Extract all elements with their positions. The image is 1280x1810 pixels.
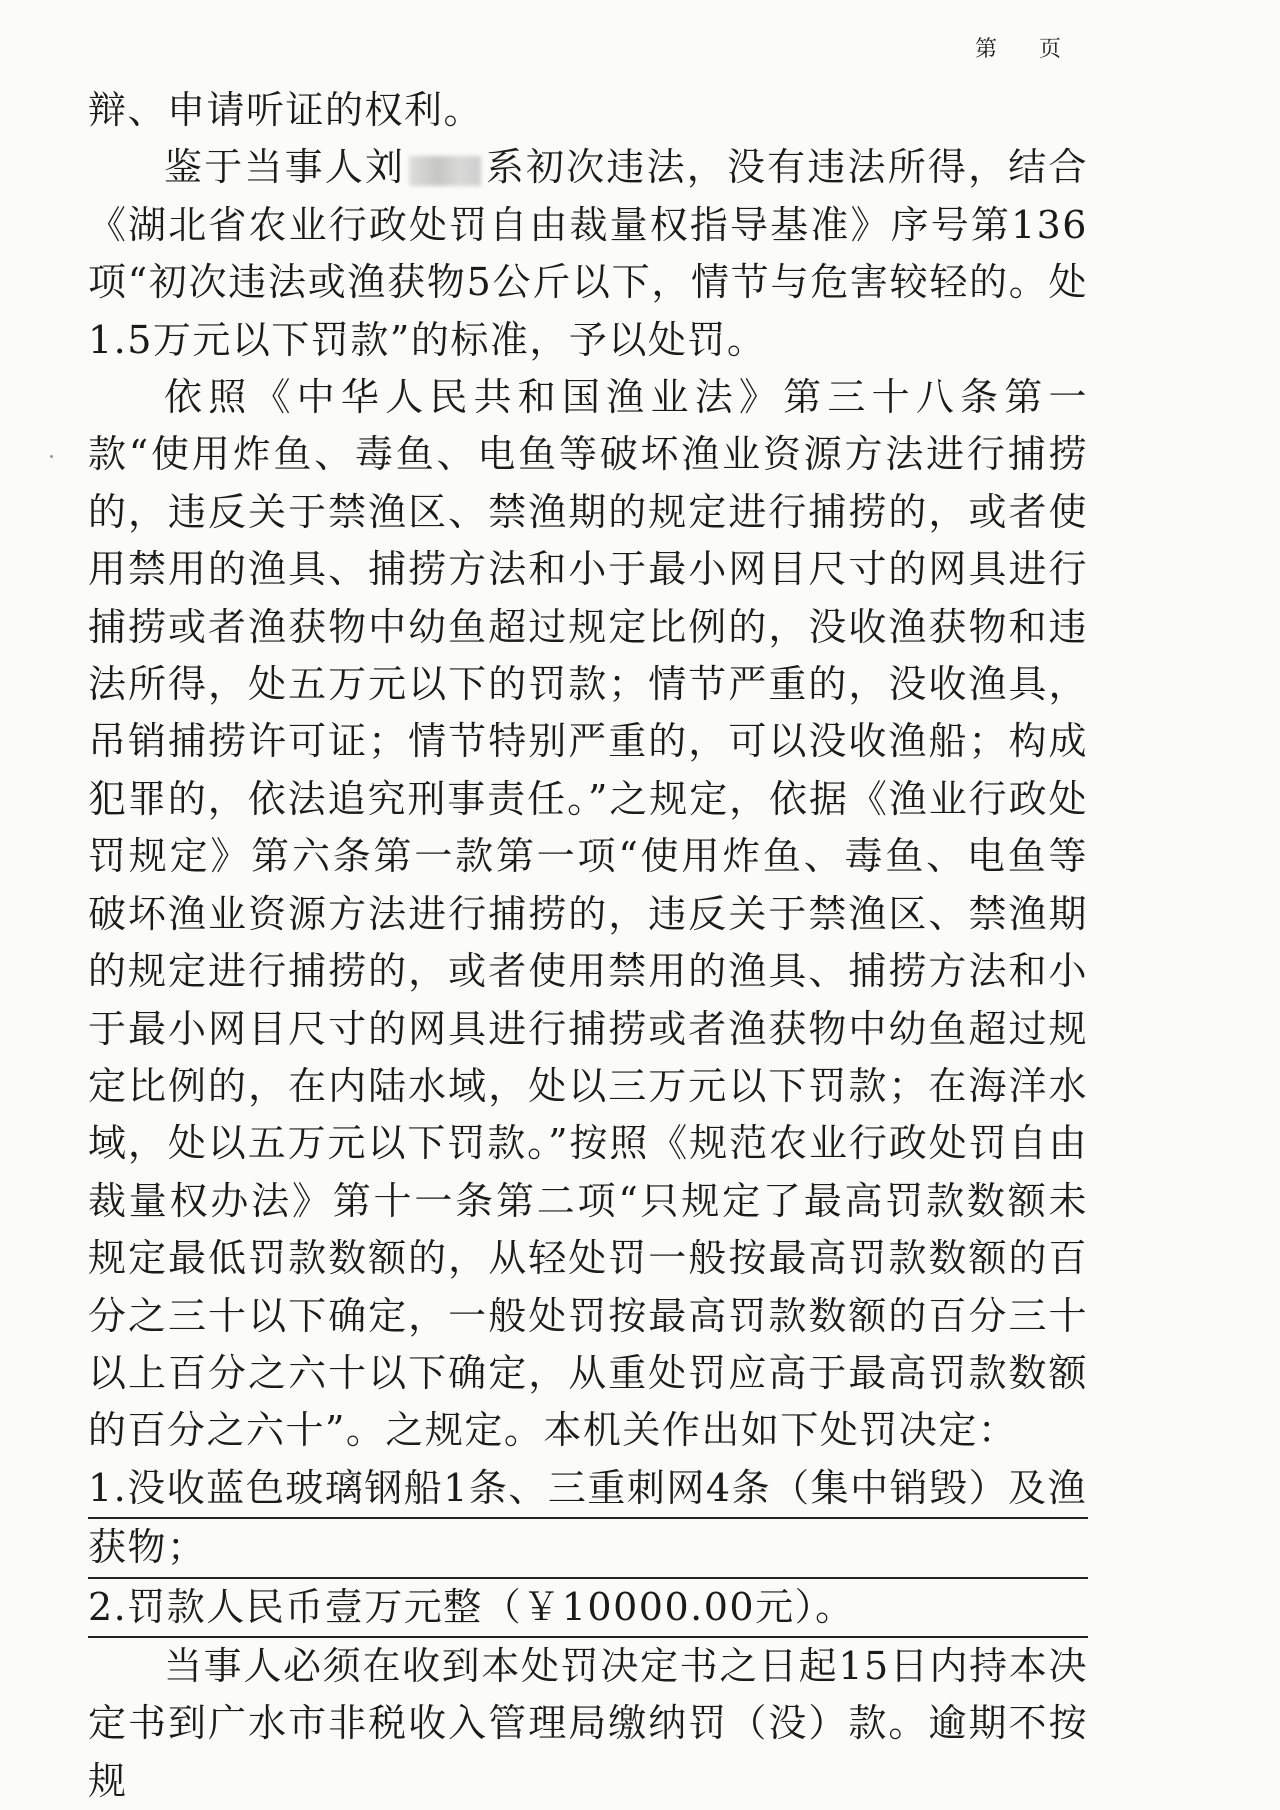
- paragraph-first-offense: [88, 139, 1088, 369]
- paragraph-rights: 辩、申请听证的权利。: [88, 88, 484, 132]
- decision-item-2-line: 2.罚款人民币壹万元整（￥10000.00元）。: [88, 1579, 1088, 1638]
- paragraph-legal-basis: 依照《中华人民共和国渔业法》第三十八条第一款“使用炸鱼、毒鱼、电鱼等破坏渔业资源方法进行捕捞的，违反关于禁渔区、禁渔期的规定进行捕捞的，或者使用禁用的渔具、捕捞方法和小于最小网目尺寸的网具进行捕捞或者渔获物中幼鱼超过规定比例的，没收渔获物和违法所得，处五万元以下的罚款；情节严重的，没收渔具，吊销捕捞许可证；情节特别严重的，可以没收渔船；构成犯罪的，依法追究刑事责任。”之规定，依据《渔业行政处罚规定》第六条第一款第一项“使用炸鱼、毒鱼、电鱼等破坏渔业资源方法进行捕捞的，违反关于禁渔区、禁渔期的规定进行捕捞的，或者使用禁用的渔具、捕捞方法和小于最小网目尺寸的网具进行捕捞或者渔获物中幼鱼超过规定比例的，在内陆水域，处以三万元以下罚款；在海洋水域，处以五万元以下罚款。”按照《规范农业行政处罚自由裁量权办法》第十一条第二项“只规定了最高罚款数额未规定最低罚款数额的，从轻处罚一般按最高罚款数额的百分之三十以下确定，一般处罚按最高罚款数额的百分三十以上百分之六十以下确定，从重处罚应高于最高罚款数额的百分之六十”。之规定。本机关作出如下处罚决定：: [88, 375, 1088, 1453]
- paragraph-first-offense-rest: 系初次违法，没有违法所得，结合《湖北省农业行政处罚自由裁量权指导基准》序号第136项“初次违法或渔获物5公斤以下，情节与危害较轻的。处1.5万元以下罚款”的标准，予以处罚。: [88, 145, 1088, 362]
- document-body: [88, 82, 1088, 1810]
- redacted-name: [409, 156, 481, 186]
- page-label-ye: 页: [1039, 37, 1062, 62]
- decision-item-1-line-2: 获物；: [88, 1519, 1088, 1578]
- scan-speck: [50, 455, 53, 458]
- decision-item-1: [88, 1460, 1088, 1579]
- paragraph-payment: 当事人必须在收到本处罚决定书之日起15日内持本决定书到广水市非税收入管理局缴纳罚（没）款。逾期不按规: [88, 1643, 1088, 1803]
- decision-item-1-line-1: 1.没收蓝色玻璃钢船1条、三重刺网4条（集中销毁）及渔: [88, 1460, 1088, 1519]
- page-number-label: [975, 32, 1061, 63]
- decision-item-2: [88, 1579, 1088, 1638]
- page-label-di: 第: [975, 37, 998, 62]
- paragraph-first-offense-start: 鉴于当事人刘: [164, 145, 406, 190]
